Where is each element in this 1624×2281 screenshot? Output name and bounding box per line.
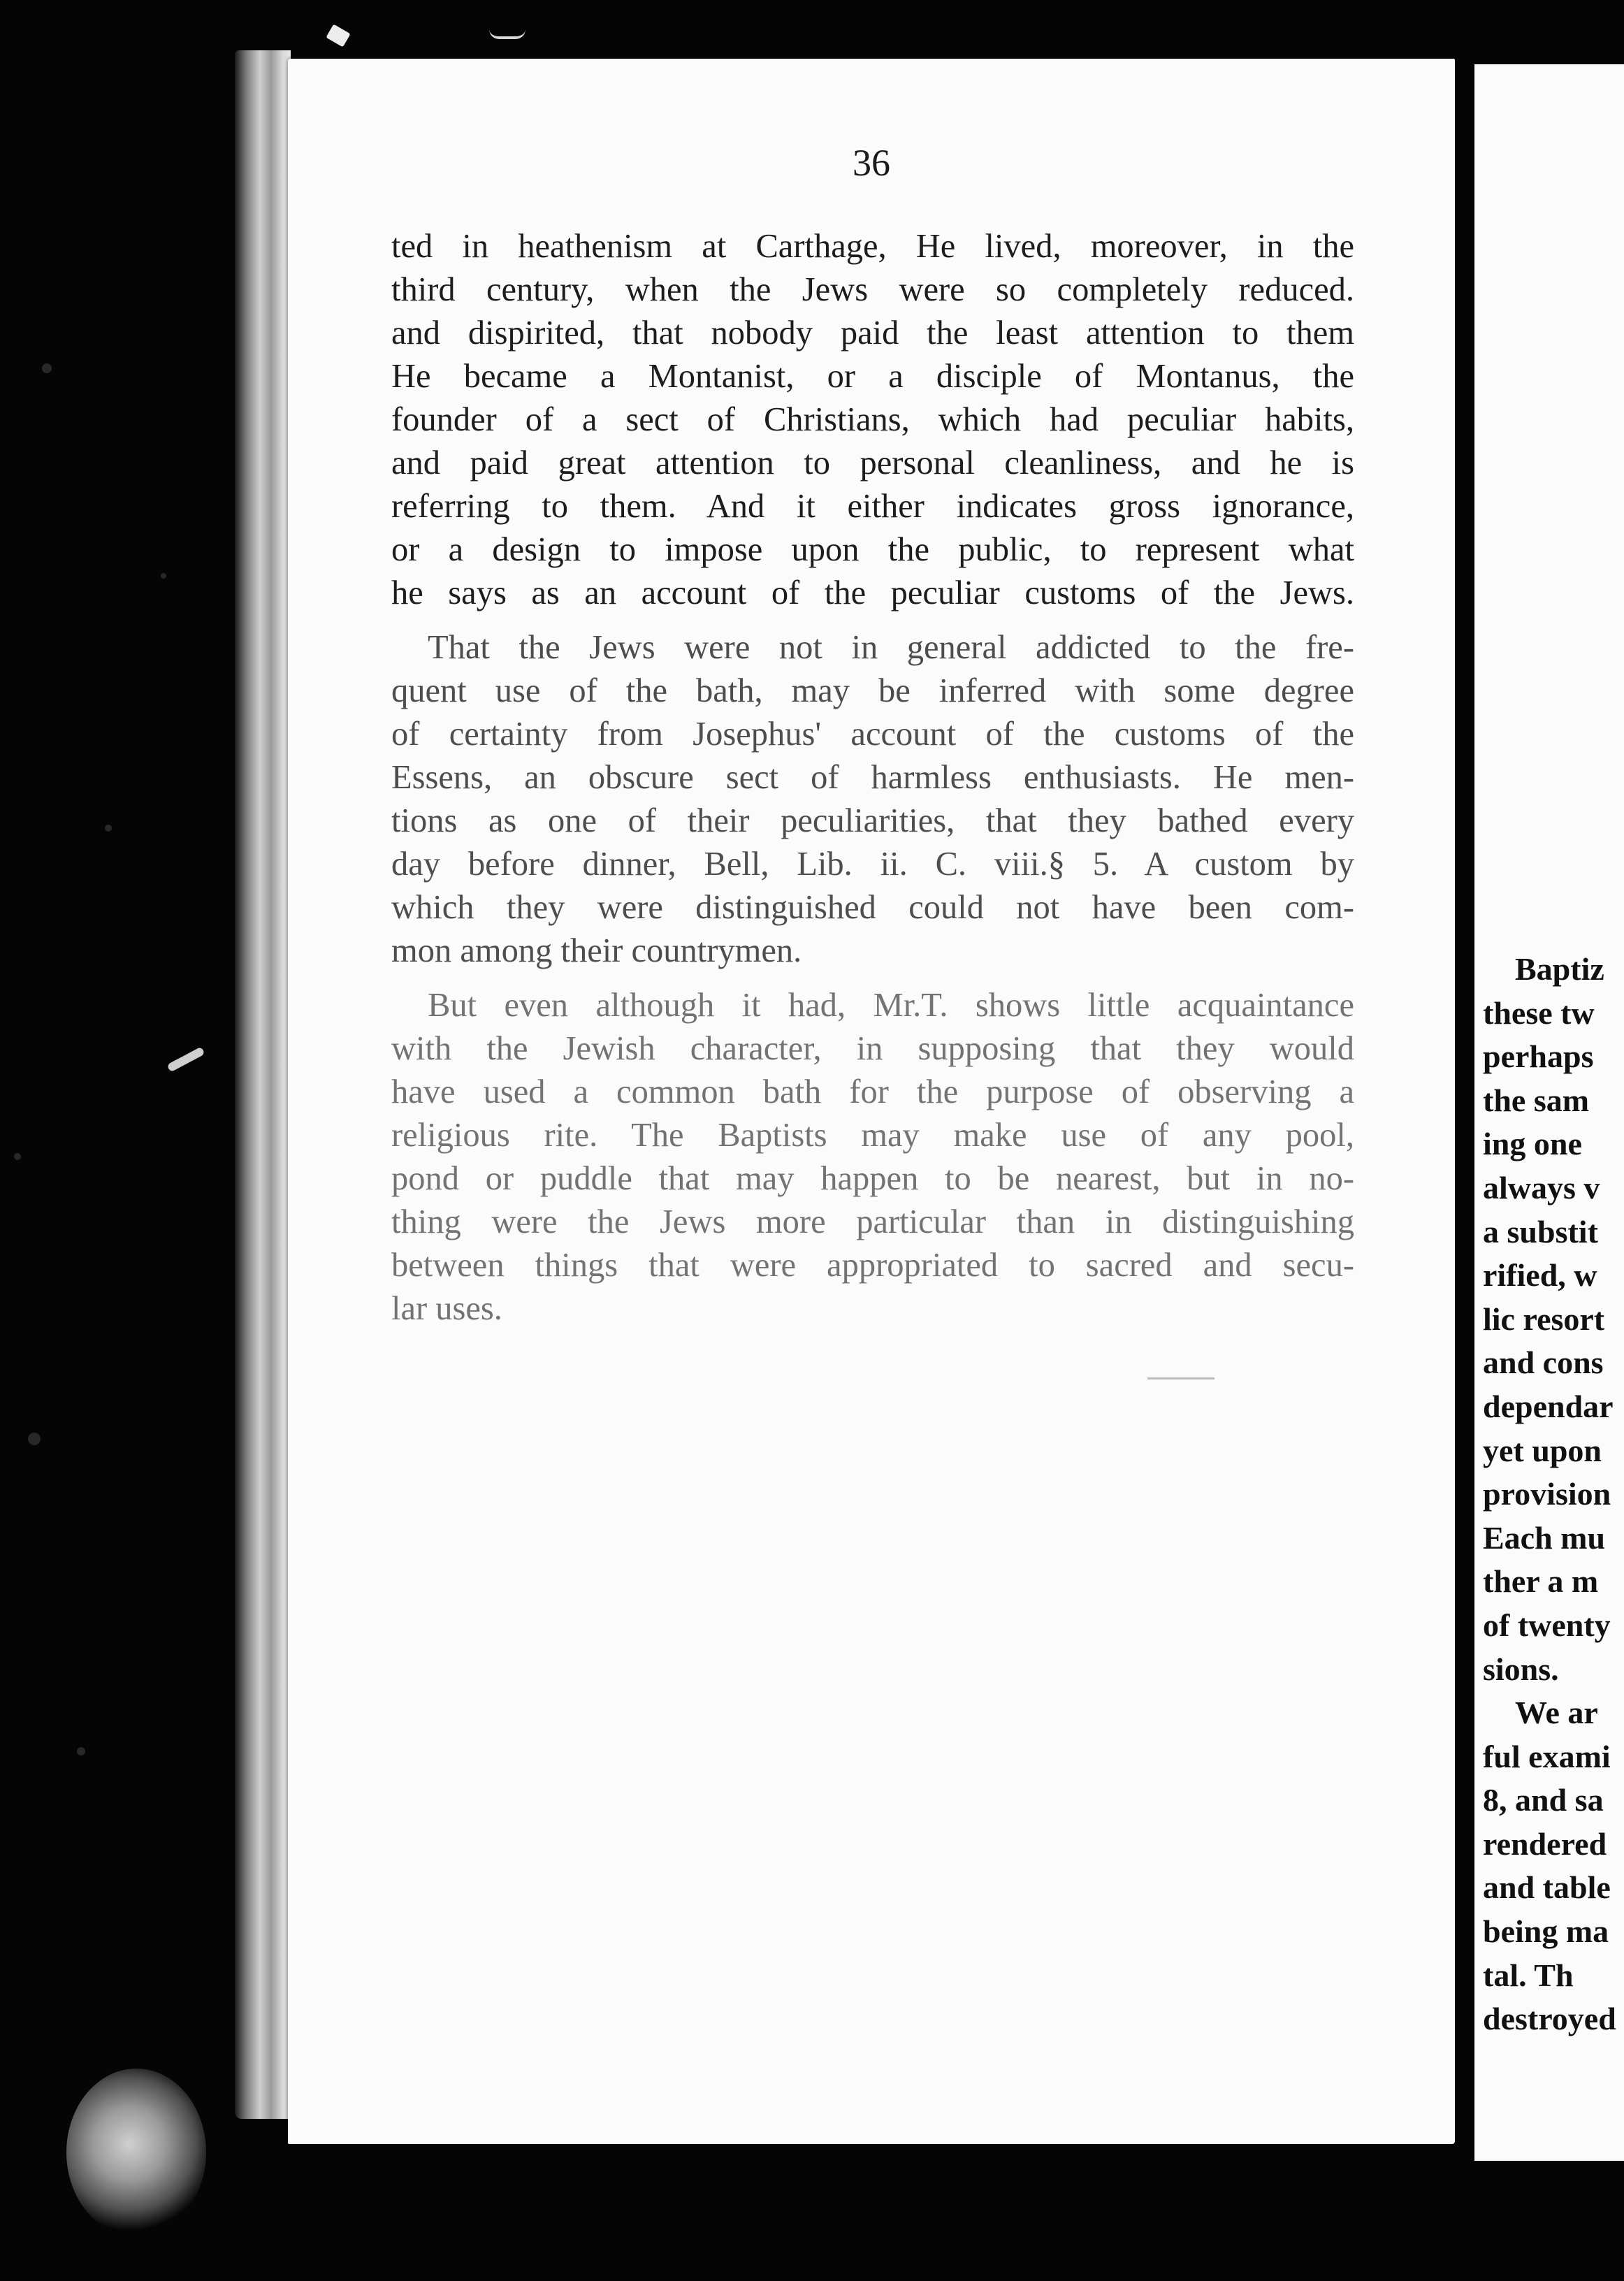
text-line: and paid great attention to personal cleanliness, and he is	[391, 444, 1354, 481]
paragraph	[391, 225, 1354, 615]
text-fragment: Baptiz	[1515, 951, 1604, 987]
background-speck	[77, 1747, 85, 1755]
text-line: with the Jewish character, in supposing that they would	[391, 1030, 1354, 1067]
background-speck	[28, 1433, 41, 1445]
text-fragment: ing one	[1483, 1126, 1582, 1162]
text-fragment: tal. Th	[1483, 1957, 1574, 1993]
text-fragment: ful exami	[1483, 1738, 1611, 1774]
text-line: referring to them. And it either indicates gross ignorance,	[391, 488, 1354, 525]
text-fragment: We ar	[1515, 1695, 1598, 1731]
text-line: quent use of the bath, may be inferred with some degree	[391, 672, 1354, 709]
scan-mark	[326, 24, 350, 47]
paragraph	[391, 984, 1354, 1331]
text-fragment: rified, w	[1483, 1257, 1597, 1294]
text-line: mon among their countrymen.	[391, 932, 802, 969]
text-line: day before dinner, Bell, Lib. ii. C. viii.§ 5. A custom by	[391, 846, 1354, 883]
background-speck	[161, 573, 166, 579]
text-line: pond or puddle that may happen to be nearest, but in no-	[391, 1160, 1354, 1197]
text-line: religious rite. The Baptists may make use of any pool,	[391, 1117, 1354, 1154]
text-line: But even although it had, Mr.T. shows little acquaintance	[428, 987, 1354, 1024]
text-fragment: Each mu	[1483, 1519, 1606, 1556]
text-line: and dispirited, that nobody paid the least attention to them	[391, 314, 1354, 352]
text-fragment: ther a m	[1483, 1563, 1599, 1600]
text-line: or a design to impose upon the public, to represent what	[391, 531, 1354, 568]
scan-mark	[166, 1047, 205, 1073]
book-page-edges	[235, 50, 291, 2119]
text-fragment: 8, and sa	[1483, 1782, 1604, 1818]
text-fragment: the sam	[1483, 1082, 1590, 1118]
adjacent-page-text	[1483, 948, 1616, 2041]
paragraph	[391, 626, 1354, 973]
text-line: thing were the Jews more particular than in distinguishing	[391, 1203, 1354, 1240]
text-fragment: sions.	[1483, 1651, 1559, 1687]
text-fragment: destroyed	[1483, 2001, 1616, 2037]
text-fragment: provision	[1483, 1476, 1611, 1512]
text-fragment: a substit	[1483, 1213, 1598, 1250]
text-line: tions as one of their peculiarities, that they bathed every	[391, 802, 1354, 839]
text-line: He became a Montanist, or a disciple of Montanus, the	[391, 358, 1354, 395]
text-line: lar uses.	[391, 1290, 502, 1327]
page-number: 36	[853, 142, 890, 184]
background-speck	[42, 363, 52, 373]
page-body	[391, 225, 1354, 1342]
background-speck	[14, 1153, 21, 1160]
text-line: founder of a sect of Christians, which had peculiar habits,	[391, 401, 1354, 438]
text-fragment: being ma	[1483, 1913, 1609, 1950]
text-fragment: always v	[1483, 1169, 1600, 1205]
background-speck	[105, 825, 112, 832]
scan-mark	[489, 29, 525, 39]
text-fragment: dependar	[1483, 1388, 1614, 1424]
text-fragment: and table	[1483, 1869, 1611, 1906]
end-rule	[1147, 1377, 1215, 1380]
text-line: of certainty from Josephus' account of the customs of the	[391, 716, 1354, 753]
text-line: have used a common bath for the purpose of observing a	[391, 1073, 1354, 1110]
text-line: That the Jews were not in general addicted to the fre-	[428, 629, 1354, 666]
text-fragment: lic resort	[1483, 1301, 1605, 1337]
text-fragment: perhaps	[1483, 1038, 1594, 1075]
page-stain	[66, 2069, 206, 2236]
text-line: Essens, an obscure sect of harmless enthusiasts. He men-	[391, 759, 1354, 796]
text-line: between things that were appropriated to sacred and secu-	[391, 1247, 1354, 1284]
text-line: third century, when the Jews were so completely reduced.	[391, 271, 1354, 308]
text-fragment: these tw	[1483, 994, 1595, 1031]
text-line: ted in heathenism at Carthage, He lived, moreover, in the	[391, 228, 1354, 265]
text-fragment: of twenty	[1483, 1607, 1611, 1643]
text-fragment: and cons	[1483, 1345, 1604, 1381]
adjacent-page	[1474, 64, 1624, 2161]
book-page	[288, 59, 1455, 2144]
text-line: which they were distinguished could not have been com-	[391, 889, 1354, 926]
text-fragment: yet upon	[1483, 1432, 1602, 1468]
text-fragment: rendered	[1483, 1825, 1607, 1862]
text-line: he says as an account of the peculiar customs of the Jews.	[391, 574, 1354, 611]
